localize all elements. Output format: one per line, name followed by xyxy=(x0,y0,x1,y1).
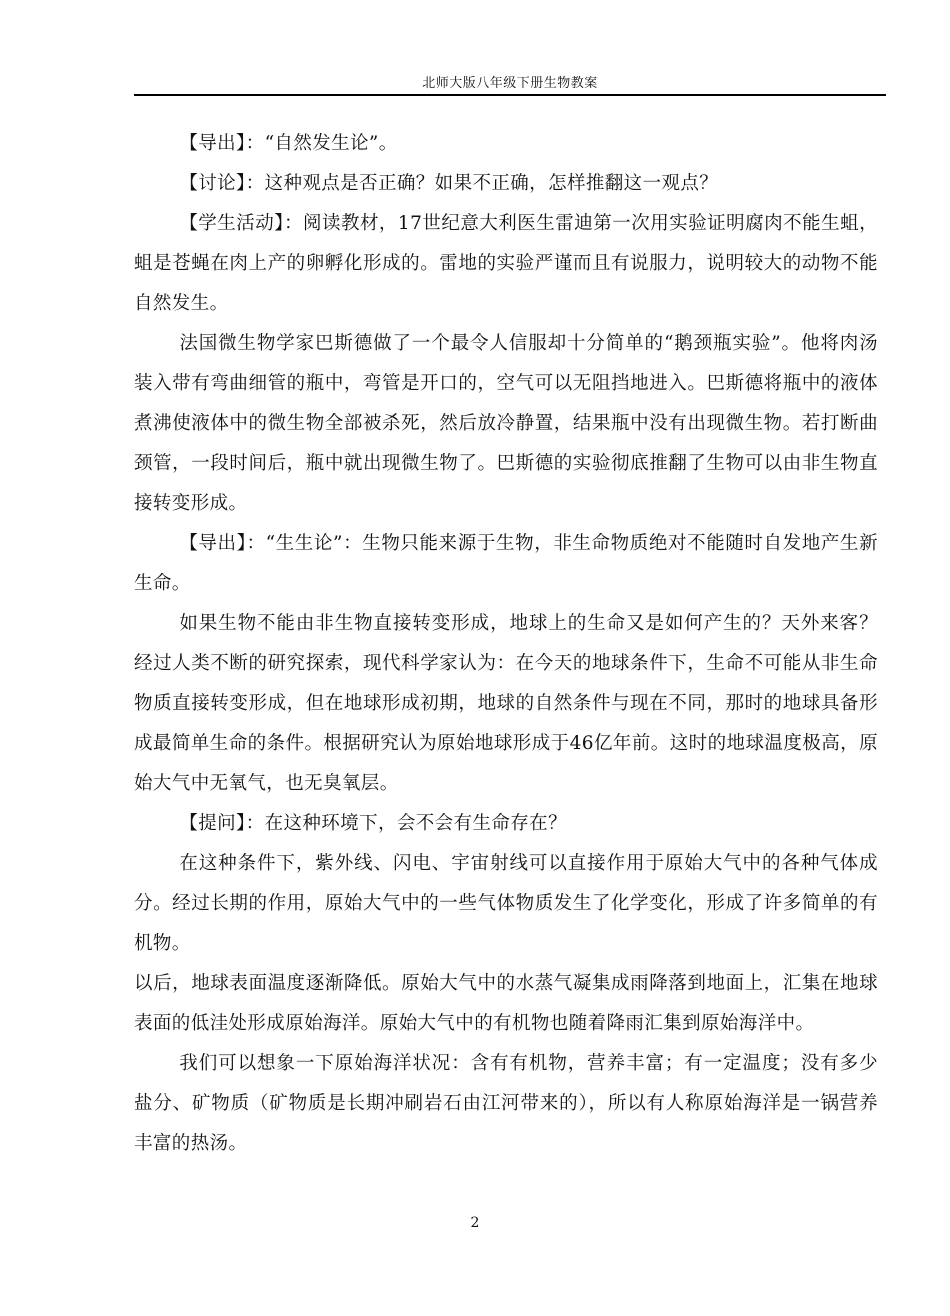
paragraph-discussion: 【讨论】：这种观点是否正确？如果不正确，怎样推翻这一观点？ xyxy=(179,173,719,194)
page-header xyxy=(134,74,886,96)
paragraph-primitive-ocean-state: 我们可以想象一下原始海洋状况：含有有机物，营养丰富；有一定温度；没有多少盐分、矿物质（矿物质是长期冲刷岩石由江河带来的），所以有人称原始海洋是一锅营养丰富的热汤。 xyxy=(134,1053,878,1154)
paragraph-primitive-atmosphere: 在这种条件下，紫外线、闪电、宇宙射线可以直接作用于原始大气中的各种气体成分。经过长期的作用，原始大气中的一些气体物质发生了化学变化，形成了许多简单的有机物。 xyxy=(134,853,878,954)
paragraph-export-biogenesis: 【导出】：“生生论”：生物只能来源于生物，非生命物质绝对不能随时自发地产生新生命。 xyxy=(134,533,878,594)
paragraph-question: 【提问】：在这种环境下，会不会有生命存在？ xyxy=(179,813,567,834)
header-title: 北师大版八年级下册生物教案 xyxy=(422,76,598,91)
paragraph-primitive-ocean-formation: 以后，地球表面温度逐渐降低。原始大气中的水蒸气凝集成雨降落到地面上，汇集在地球表面的低洼处形成原始海洋。原始大气中的有机物也随着降雨汇集到原始海洋中。 xyxy=(134,973,878,1034)
page-number: 2 xyxy=(470,1215,480,1231)
document-body xyxy=(134,124,878,1164)
paragraph-export-spontaneous-generation: 【导出】：“自然发生论”。 xyxy=(179,133,398,154)
paragraph-origin-of-life: 如果生物不能由非生物直接转变形成，地球上的生命又是如何产生的？天外来客？经过人类不断的研究探索，现代科学家认为：在今天的地球条件下，生命不可能从非生命物质直接转变形成，但在地球形成初期，地球的自然条件与现在不同，那时的地球具备形成最简单生命的条件。根据研究认为原始地球形成于46亿年前。这时的地球温度极高，原始大气中无氧气，也无臭氧层。 xyxy=(134,613,878,794)
paragraph-student-activity: 【学生活动】：阅读教材，17世纪意大利医生雷迪第一次用实验证明腐肉不能生蛆，蛆是苍蝇在肉上产的卵孵化形成的。雷地的实验严谨而且有说服力，说明较大的动物不能自然发生。 xyxy=(134,213,878,314)
paragraph-pasteur-experiment: 法国微生物学家巴斯德做了一个最令人信服却十分简单的“鹅颈瓶实验”。他将肉汤装入带有弯曲细管的瓶中，弯管是开口的，空气可以无阻挡地进入。巴斯德将瓶中的液体煮沸使液体中的微生物全部被杀死，然后放冷静置，结果瓶中没有出现微生物。若打断曲颈管，一段时间后，瓶中就出现微生物了。巴斯德的实验彻底推翻了生物可以由非生物直接转变形成。 xyxy=(134,333,878,514)
